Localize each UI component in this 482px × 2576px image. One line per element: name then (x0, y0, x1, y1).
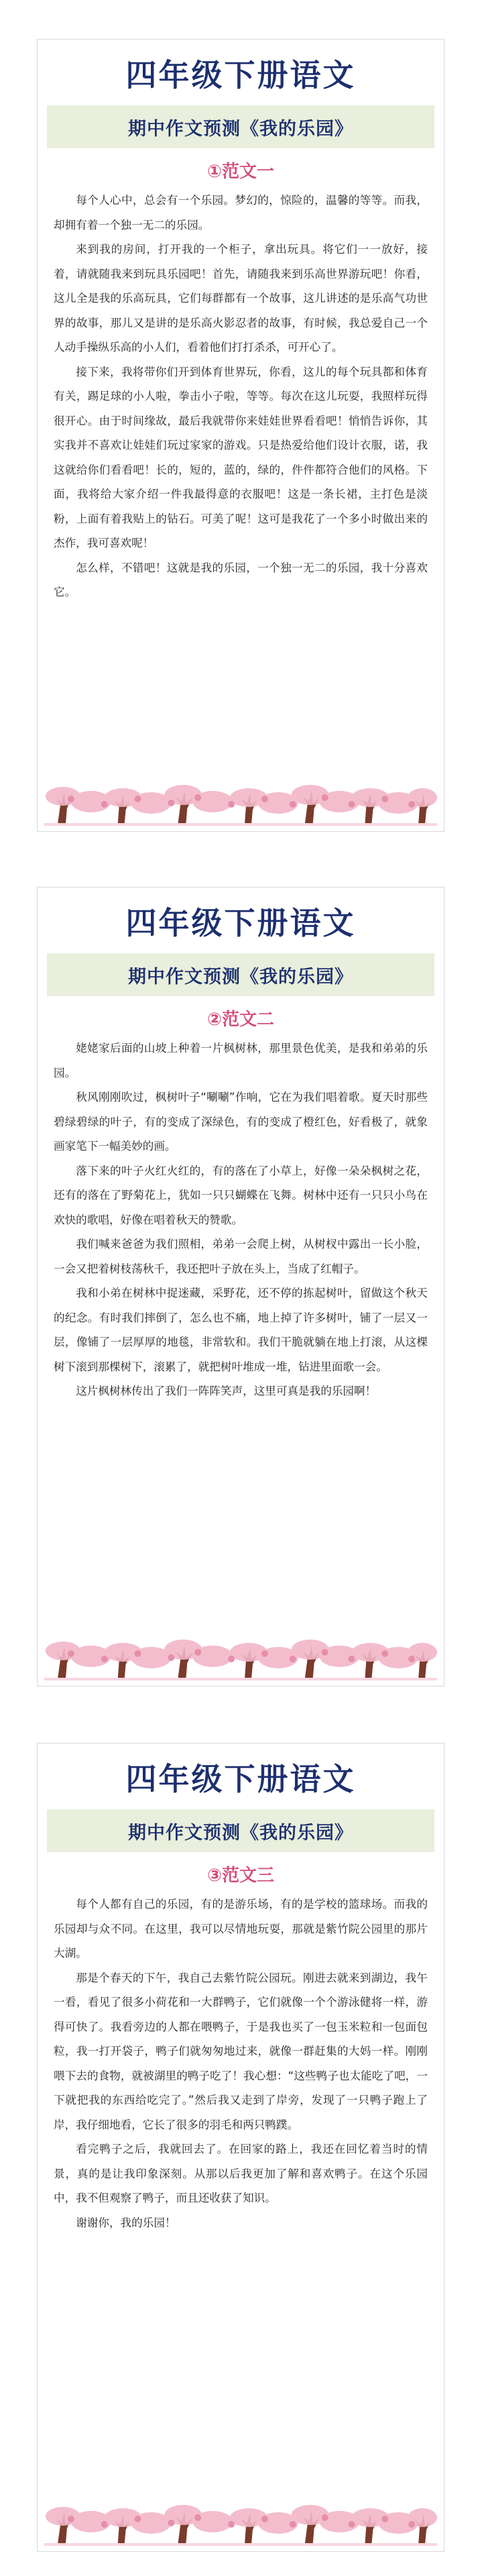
paragraph: 来到我的房间，打开我的一个柜子，拿出玩具。将它们一一放好，接着，请就随我来到玩具乐园吧！首先，请随我来到乐高世界游玩吧！你看，这儿全是我的乐高玩具，它们每群都有一个故事，这儿讲述的是乐高气功世界的故事，那儿又是讲的是乐高火影忍者的故事，有时候，我总爱自己一个人动手操纵乐高的小人们，看着他们打打杀杀，可开心了。 (54, 243, 428, 354)
blossom-trees-illustration (44, 2492, 437, 2546)
paragraph: 我和小弟在树林中捉迷藏，采野花，还不停的拣起树叶，留做这个秋天的纪念。有时我们摔倒了，怎么也不痛，地上掉了许多树叶，铺了一层又一层，像铺了一层厚厚的地毯，非常软和。我们干脆就躺在地上打滚，从这棵树下滚到那棵树下，滚累了，就把树叶堆成一堆，钻进里面歌一会。 (54, 1287, 428, 1373)
paragraph: 姥姥家后面的山坡上种着一片枫树林，那里景色优美，是我和弟弟的乐园。 (54, 1042, 428, 1079)
blossom-trees-illustration (44, 1627, 437, 1680)
essay-label: ③范文三 (206, 1866, 274, 1886)
paragraph: 每个人都有自己的乐园，有的是游乐场，有的是学校的篮球场。而我的乐园却与众不同。在这里，我可以尽情地玩耍，那就是紫竹院公园里的那片大湖。 (54, 1898, 428, 1960)
paragraph: 落下来的叶子火红火红的，有的落在了小草上，好像一朵朵枫树之花，还有的落在了野菊花上，犹如一只只蝴蝶在飞舞。树林中还有一只只小鸟在欢快的歌唱，好像在唱着秋天的赞歌。 (54, 1164, 428, 1226)
paragraph: 谢谢你，我的乐园！ (76, 2216, 176, 2229)
subtitle-text: 期中作文预测《我的乐园》 (128, 1822, 353, 1843)
paragraph: 怎么样，不错吧！这就是我的乐园，一个独一无二的乐园，我十分喜欢它。 (54, 561, 428, 598)
essay-card-3 (37, 1743, 444, 2552)
subtitle-band (47, 953, 434, 996)
card-header-title: 四年级下册语文 (125, 1761, 356, 1797)
essay-card-2 (37, 887, 444, 1686)
subtitle-text: 期中作文预测《我的乐园》 (128, 966, 353, 987)
essay-card-1 (37, 39, 444, 832)
paragraph: 秋风刚刚吹过，枫树叶子“唰唰”作响，它在为我们唱着歌。夏天时那些碧绿碧绿的叶子，有的变成了深绿色，有的变成了橙红色，好看极了，就象画家笔下一幅美妙的画。 (54, 1091, 428, 1152)
essay-label: ②范文二 (206, 1010, 274, 1030)
card-header-title: 四年级下册语文 (125, 57, 356, 93)
paragraph: 看完鸭子之后，我就回去了。在回家的路上，我还在回忆着当时的情景，真的是让我印象深刻。从那以后我更加了解和喜欢鸭子。在这个乐园中，我不但观察了鸭子，而且还收获了知识。 (54, 2143, 428, 2204)
paragraph: 我们喊来爸爸为我们照相，弟弟一会爬上树，从树杈中露出一长小脸，一会又把着树枝荡秋千，我还把叶子放在头上，当成了红帽子。 (54, 1238, 428, 1275)
paragraph: 这片枫树林传出了我们一阵阵笑声，这里可真是我的乐园啊！ (76, 1385, 377, 1397)
paragraph: 每个人心中，总会有一个乐园。梦幻的，惊险的，温馨的等等。而我，却拥有着一个独一无二的乐园。 (54, 194, 428, 231)
subtitle-band (47, 105, 434, 148)
essay-label: ①范文一 (206, 162, 274, 182)
paragraph: 接下来，我将带你们开到体育世界玩，你看，这儿的每个玩具都和体育有关，踢足球的小人啦，拳击小子啦，等等。每次在这儿玩耍，我照样玩得很开心。由于时间缘故，最后我就带你来娃娃世界看看吧！悄悄告诉你，其实我并不喜欢让娃娃们玩过家家的游戏。只是热爱给他们设计衣服，诺，我这就给你们看看吧！长的，短的，蓝的，绿的，件件都符合他们的风格。下面，我将给大家介绍一件我最得意的衣服吧！这是一条长裙，主打色是淡粉，上面有着我贴上的钻石。可美了呢！这可是我花了一个多小时做出来的杰作，我可喜欢呢！ (54, 365, 428, 549)
essay-body (38, 1032, 444, 1404)
subtitle-text: 期中作文预测《我的乐园》 (128, 118, 353, 140)
essay-body (38, 184, 444, 605)
paragraph: 那是个春天的下午，我自己去紫竹院公园玩。刚进去就来到湖边，我午一看，看见了很多小荷花和一大群鸭子，它们就像一个个游泳健将一样，游得可快了。我看旁边的人都在喂鸭子，于是我也买了一包玉米粒和一包面包粒，我一打开袋子，鸭子们就匆匆地过来，就像一群赶集的大妈一样。刚刚喂下去的食物，就被湖里的鸭子吃了！我心想：“这些鸭子也太能吃了吧，一下就把我的东西给吃完了。”然后我又走到了岸旁，发现了一只鸭子跑上了岸，我仔细地看，它长了很多的羽毛和两只鸭蹼。 (54, 1971, 428, 2131)
card-header-title: 四年级下册语文 (125, 905, 356, 941)
blossom-trees-illustration (44, 772, 437, 826)
essay-body (38, 1888, 444, 2235)
subtitle-band (47, 1809, 434, 1852)
